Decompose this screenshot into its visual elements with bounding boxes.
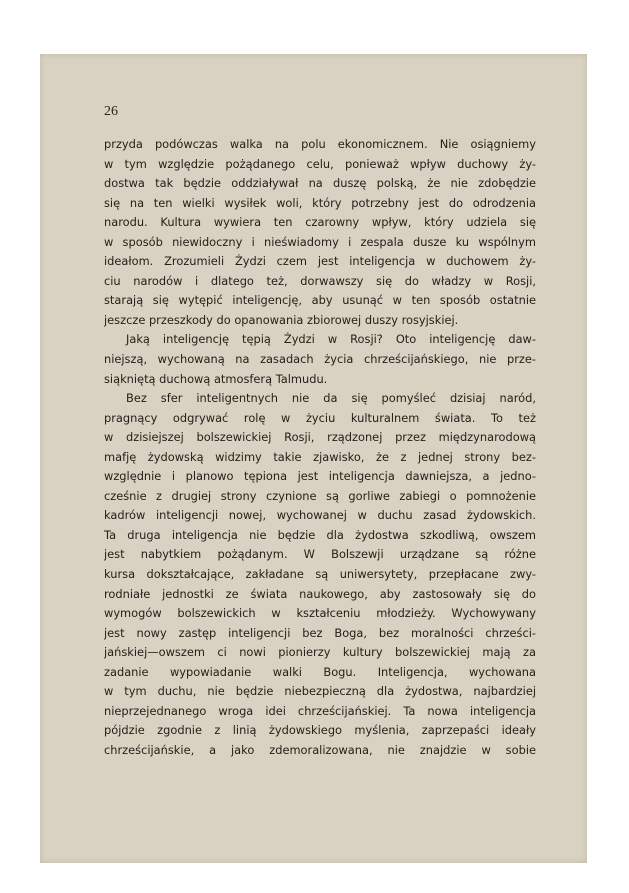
- text-line: narodu. Kultura wywiera ten czarowny wpływ, który udziela się: [104, 215, 536, 230]
- body-text: [104, 135, 536, 761]
- text-line: rodniałe jednostki ze świata naukowego, aby zastosowały się do: [104, 586, 536, 601]
- text-line: nieprzejednanego wroga idei chrześcijańskiej. Ta nowa inteligencja: [104, 703, 536, 718]
- text-line: jańskiej—owszem ci nowi pionierzy kultury bolszewickiej mają za: [104, 645, 536, 660]
- text-line: w tym względzie pożądanego celu, ponieważ wpływ duchowy ży-: [104, 156, 536, 171]
- text-line: cześnie z drugiej strony czynione są gorliwe zabiegi o pomnożenie: [104, 488, 536, 503]
- text-line: niejszą, wychowaną na zasadach życia chrześcijańskiego, nie prze-: [104, 352, 536, 367]
- text-line: względnie i planowo tępiona jest inteligencja dawniejsza, a jedno-: [104, 469, 536, 484]
- text-line: mafję żydowską widzimy takie zjawisko, że z jednej strony bez-: [104, 449, 536, 464]
- text-line: chrześcijańskie, a jako zdemoralizowana, nie znajdzie w sobie: [104, 742, 536, 757]
- text-line: przyda podówczas walka na polu ekonomicznem. Nie osiągniemy: [104, 137, 536, 151]
- text-line: w sposób niewidoczny i nieświadomy i zespala dusze ku wspólnym: [104, 234, 536, 249]
- text-line: starają się wytępić inteligencję, aby usunąć w ten sposób ostatnie: [104, 293, 536, 308]
- text-line: pójdzie zgodnie z linią żydowskiego myślenia, zaprzepaści ideały: [104, 723, 536, 738]
- text-line: zadanie wypowiadanie walki Bogu. Inteligencja, wychowana: [104, 664, 536, 679]
- text-line: jest nabytkiem pożądanym. W Bolszewji urządzane są różne: [104, 547, 536, 562]
- text-line: Jaką inteligencję tępią Żydzi w Rosji? Oto inteligencję daw-: [126, 332, 536, 347]
- text-line: wymogów bolszewickich w kształceniu młodzieży. Wychowywany: [104, 606, 536, 621]
- text-line: w dzisiejszej bolszewickiej Rosji, rządzonej przez międzynarodową: [104, 430, 536, 445]
- text-line: Ta druga inteligencja nie będzie dla żydostwa szkodliwą, owszem: [104, 527, 536, 542]
- page-number: 26: [104, 104, 118, 119]
- text-line: pragnący odgrywać rolę w życiu kulturalnem świata. To też: [104, 410, 536, 425]
- text-line: Bez sfer inteligentnych nie da się pomyśleć dzisiaj naród,: [126, 391, 536, 406]
- text-line: jeszcze przeszkody do opanowania zbiorowej duszy rosyjskiej.: [104, 312, 459, 327]
- text-line: ciu narodów i dlatego też, dorwawszy się do władzy w Rosji,: [104, 273, 536, 288]
- text-line: kadrów inteligencji nowej, wychowanej w duchu zasad żydowskich.: [104, 508, 536, 523]
- text-line: jest nowy zastęp inteligencji bez Boga, bez moralności chrześci-: [104, 625, 536, 640]
- text-line: dostwa tak będzie oddziaływał na duszę polską, że nie zdobędzie: [104, 176, 536, 191]
- text-line: w tym duchu, nie będzie niebezpieczną dla żydostwa, najbardziej: [104, 684, 536, 699]
- text-line: siąkniętą duchową atmosferą Talmudu.: [104, 371, 328, 386]
- text-line: ideałom. Zrozumieli Żydzi czem jest inteligencja w duchowem ży-: [104, 254, 536, 269]
- text-line: się na ten wielki wysiłek woli, który potrzebny jest do odrodzenia: [104, 195, 536, 210]
- text-line: kursa dokształcające, zakładane są uniwersytety, przepłacane zwy-: [104, 567, 536, 582]
